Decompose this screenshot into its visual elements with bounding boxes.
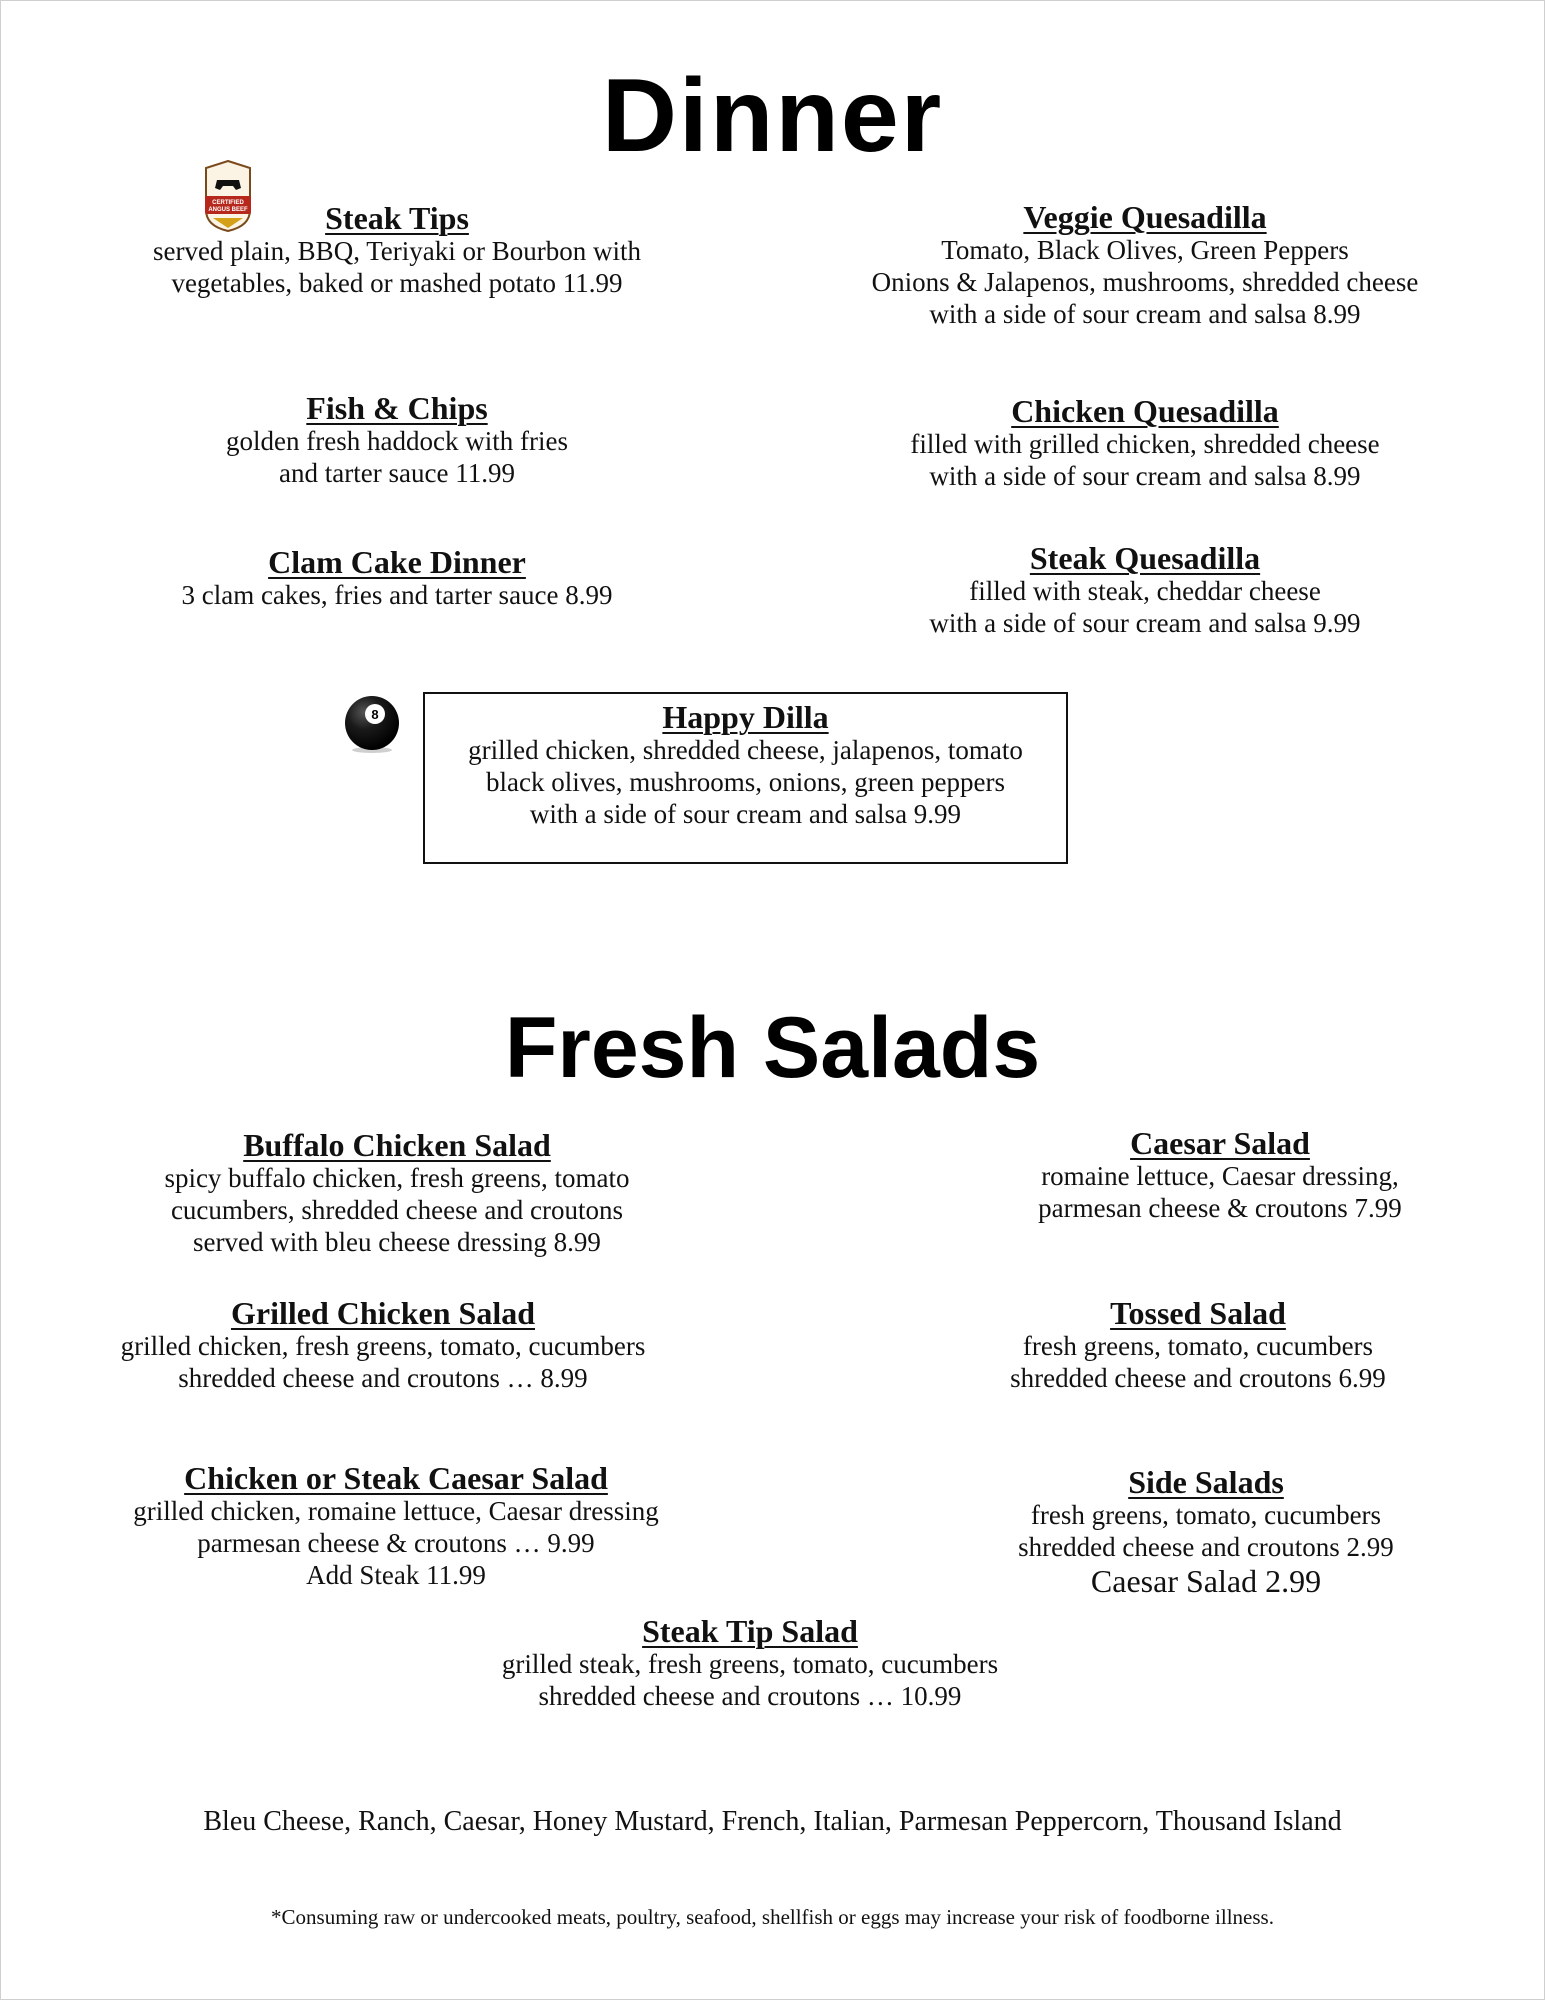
item-title: Buffalo Chicken Salad [243,1127,551,1163]
item-title: Caesar Salad [1130,1125,1310,1161]
item-desc: parmesan cheese & croutons … 9.99 [197,1528,595,1558]
item-desc: spicy buffalo chicken, fresh greens, tomato [164,1163,630,1193]
item-desc: parmesan cheese & croutons 7.99 [1038,1193,1402,1223]
item-title: Side Salads [1128,1464,1284,1500]
item-desc: and tarter sauce 11.99 [279,458,515,488]
item-title: Veggie Quesadilla [1023,199,1267,235]
badge-text-top: CERTIFIED [212,200,244,206]
item-desc: with a side of sour cream and salsa 9.99 [529,799,962,829]
item-desc: romaine lettuce, Caesar dressing, [1041,1161,1399,1191]
eight-ball-label: 8 [371,707,379,722]
item-desc: served plain, BBQ, Teriyaki or Bourbon with [152,236,642,266]
item-desc: with a side of sour cream and salsa 9.99 [929,608,1361,638]
item-title: Chicken Quesadilla [1011,393,1279,429]
menu-item-buffalo-chicken-salad [92,1128,702,1258]
item-desc: with a side of sour cream and salsa 8.99 [929,299,1361,329]
badge-text-bottom: ANGUS BEEF [208,207,248,213]
item-title: Happy Dilla [662,699,829,735]
item-title: Steak Quesadilla [1029,540,1261,576]
item-desc: shredded cheese and croutons 2.99 [1018,1532,1394,1562]
item-desc: filled with grilled chicken, shredded cheese [910,429,1380,459]
item-desc: served with bleu cheese dressing 8.99 [193,1227,601,1257]
menu-item-veggie-quesadilla [825,200,1465,330]
item-desc: fresh greens, tomato, cucumbers [1022,1331,1374,1361]
item-title: Steak Tip Salad [642,1613,858,1649]
item-desc: Add Steak 11.99 [306,1560,486,1590]
item-desc: golden fresh haddock with fries [226,426,568,456]
item-desc: cucumbers, shredded cheese and croutons [170,1195,624,1225]
item-desc: black olives, mushrooms, onions, green peppers [486,767,1005,797]
menu-item-side-salads [906,1465,1506,1599]
item-desc: shredded cheese and croutons 6.99 [1010,1363,1386,1393]
item-desc: Caesar Salad 2.99 [1090,1563,1322,1599]
item-title: Tossed Salad [1110,1295,1286,1331]
menu-item-fish-chips [112,391,682,489]
menu-item-tossed-salad [898,1296,1498,1394]
item-desc: grilled chicken, romaine lettuce, Caesar dressing [133,1496,659,1526]
item-title: Fish & Chips [306,390,488,426]
menu-item-clam-cake-dinner [112,545,682,611]
item-desc: Onions & Jalapenos, mushrooms, shredded cheese [871,267,1419,297]
item-desc: shredded cheese and croutons … 8.99 [178,1363,588,1393]
item-desc: with a side of sour cream and salsa 8.99 [929,461,1361,491]
menu-item-steak-quesadilla [825,541,1465,639]
item-title: Chicken or Steak Caesar Salad [184,1460,608,1496]
menu-item-caesar-salad [920,1126,1520,1224]
menu-item-chicken-or-steak-caesar-salad [82,1461,710,1591]
item-desc: grilled steak, fresh greens, tomato, cucumbers [501,1649,999,1679]
food-safety-disclaimer: *Consuming raw or undercooked meats, poultry, seafood, shellfish or eggs may increase your risk of foodborne illness. [271,1905,1274,1929]
item-title: Grilled Chicken Salad [230,1295,536,1331]
dinner-heading: Dinner [601,58,944,174]
item-desc: fresh greens, tomato, cucumbers [1030,1500,1382,1530]
menu-item-chicken-quesadilla [825,394,1465,492]
item-desc: vegetables, baked or mashed potato 11.99 [171,268,623,298]
menu-item-happy-dilla [425,700,1066,830]
menu-item-steak-tip-salad [400,1614,1100,1712]
eight-ball-icon [342,694,402,754]
menu-item-steak-tips [112,201,682,299]
item-desc: shredded cheese and croutons … 10.99 [538,1681,962,1711]
item-desc: Tomato, Black Olives, Green Peppers [941,235,1349,265]
item-desc: 3 clam cakes, fries and tarter sauce 8.99 [181,580,613,610]
item-desc: grilled chicken, fresh greens, tomato, cucumbers [120,1331,646,1361]
item-desc: grilled chicken, shredded cheese, jalapenos, tomato [468,735,1023,765]
item-title: Steak Tips [325,200,469,236]
menu-item-grilled-chicken-salad [92,1296,674,1394]
item-desc: filled with steak, cheddar cheese [969,576,1321,606]
item-title: Clam Cake Dinner [268,544,526,580]
dressings-list: Bleu Cheese, Ranch, Caesar, Honey Mustard, French, Italian, Parmesan Peppercorn, Thousand Island [203,1806,1342,1837]
fresh-salads-heading: Fresh Salads [504,1000,1041,1096]
